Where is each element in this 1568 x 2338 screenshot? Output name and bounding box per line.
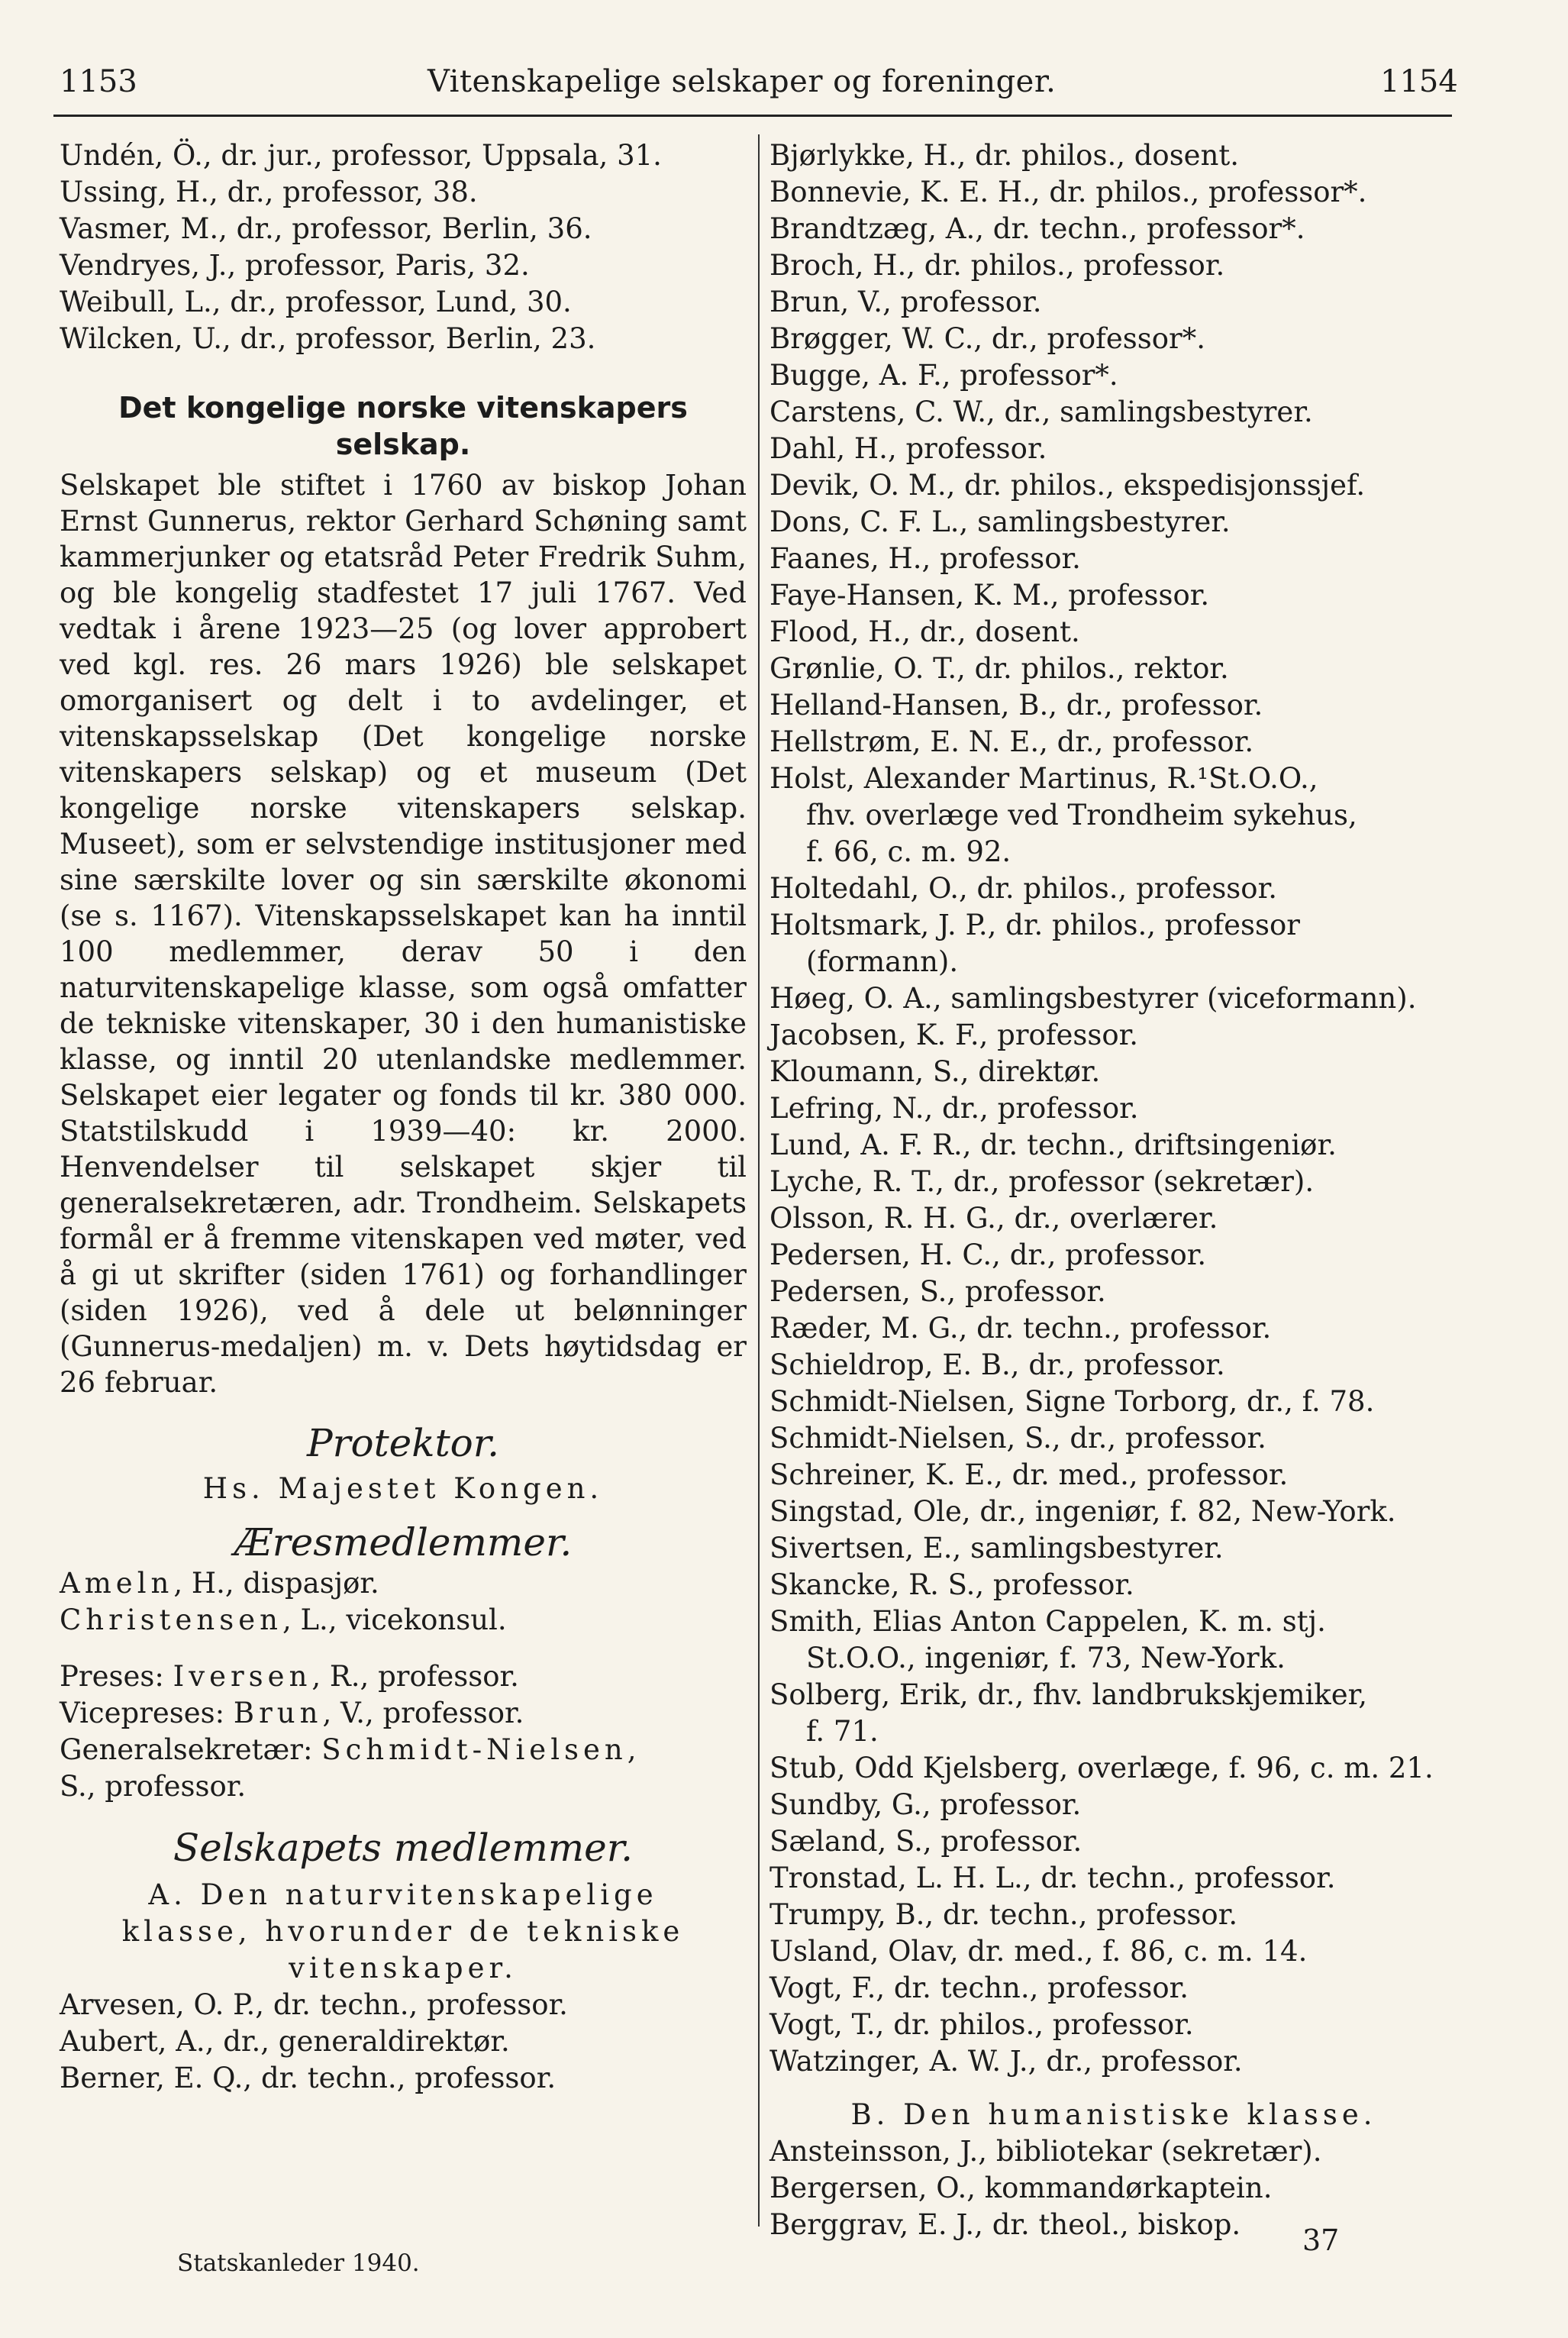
list-item: Flood, H., dr., dosent. <box>769 615 1080 648</box>
list-item: Vasmer, M., dr., professor, Berlin, 36. <box>60 212 592 245</box>
list-item: Pedersen, S., professor. <box>769 1275 1106 1308</box>
list-item: Vogt, F., dr. techn., professor. <box>769 1971 1189 2004</box>
list-item-continuation: (formann). <box>806 945 959 978</box>
column-divider <box>758 134 760 2227</box>
list-item: Dons, C. F. L., samlingsbestyrer. <box>769 505 1231 538</box>
list-item: Berggrav, E. J., dr. theol., biskop. <box>769 2208 1241 2241</box>
list-item: Vendryes, J., professor, Paris, 32. <box>60 249 530 282</box>
class-a-members-list <box>769 137 1458 2080</box>
list-item <box>60 1565 747 1602</box>
list-item: Olsson, R. H. G., dr., overlærer. <box>769 1202 1218 1235</box>
list-item: Stub, Odd Kjelsberg, overlæge, f. 96, c. m. 21. <box>769 1752 1434 1784</box>
officer-role: Preses: <box>60 1660 173 1693</box>
list-item: Usland, Olav, dr. med., f. 86, c. m. 14. <box>769 1935 1308 1968</box>
officer-details: , R., professor. <box>311 1660 519 1693</box>
list-item: Broch, H., dr. philos., professor. <box>769 249 1225 282</box>
society-heading: Det kongelige norske vitenskapers selskap. <box>118 391 688 461</box>
list-item: Singstad, Ole, dr., ingeniør, f. 82, New-York. <box>769 1495 1396 1528</box>
list-item: Brøgger, W. C., dr., professor*. <box>769 322 1205 355</box>
protektor-name: Hs. Majestet Kongen. <box>202 1472 604 1505</box>
class-a-heading-line: A. Den naturvitenskapelige <box>148 1878 658 1911</box>
officer-vicepreses <box>60 1695 747 1732</box>
list-item <box>60 1602 747 1639</box>
list-item: Carstens, C. W., dr., samlingsbestyrer. <box>769 396 1313 428</box>
list-item: Devik, O. M., dr. philos., ekspedisjonssjef. <box>769 469 1366 502</box>
list-item: Faye-Hansen, K. M., professor. <box>769 579 1210 612</box>
member-surname: Ameln <box>60 1567 174 1600</box>
list-item: Dahl, H., professor. <box>769 432 1047 465</box>
officer-details: , <box>627 1733 637 1766</box>
list-item: Jacobsen, K. F., professor. <box>769 1019 1139 1051</box>
protektor-title: Protektor. <box>306 1421 500 1465</box>
list-item-continuation: St.O.O., ingeniør, f. 73, New-York. <box>806 1642 1286 1674</box>
footer-source: Statskanleder 1940. <box>177 2249 420 2277</box>
class-a-heading-line: klasse, hvorunder de tekniske <box>121 1915 685 1948</box>
class-a-heading-line: vitenskaper. <box>289 1952 518 1984</box>
foreign-members-list <box>60 137 747 357</box>
officer-role: Generalsekretær: <box>60 1733 322 1766</box>
members-title: Selskapets medlemmer. <box>173 1826 634 1870</box>
page-number-right: 1154 <box>1380 64 1458 99</box>
member-details: , H., dispasjør. <box>173 1567 379 1600</box>
officer-role: Vicepreses: <box>60 1697 234 1729</box>
officer-surname: Iversen <box>173 1660 312 1693</box>
list-item: Wilcken, U., dr., professor, Berlin, 23. <box>60 322 596 355</box>
list-item: Brun, V., professor. <box>769 286 1042 318</box>
society-description: Selskapet ble stiftet i 1760 av biskop Johan Ernst Gunnerus, rektor Gerhard Schøning samt kammerjunker og etatsråd Peter Fredrik Suhm, og ble kongelig stadfestet 17 juli 1767. Ved vedtak i årene 1923—25 (og lover approbert ved kgl. res. 26 mars 1926) ble selskapet omorganisert og delt i to avdelinger, et vitenskapsselskap (Det kongelige norske vitenskapers selskap) og et museum (Det kongelige norske vitenskapers selskap. Museet), som er selvstendige institusjoner med sine særskilte lover og sin særskilte økonomi (se s. 1167). Vitenskapsselskapet kan ha inntil 100 medlemmer, derav 50 i den naturvitenskapelige klasse, som også omfatter de tekniske vitenskaper, 30 i den humanistiske klasse, og inntil 20 utenlandske medlemmer. Selskapet eier legater og fonds til kr. 380 000. Statstilskudd i 1939—40: kr. 2000. Henvendelser til selskapet skjer til generalsekretæren, adr. Trondheim. Selskapets formål er å fremme vitenskapen ved møter, ved å gi ut skrifter (siden 1761) og forhandlinger (siden 1926), ved å dele ut belønninger (Gunnerus-medaljen) m. v. Dets høytidsdag er 26 februar. <box>60 469 747 1399</box>
list-item: Berner, E. Q., dr. techn., professor. <box>60 2062 557 2094</box>
list-item: Sivertsen, E., samlingsbestyrer. <box>769 1532 1224 1565</box>
list-item: Undén, Ö., dr. jur., professor, Uppsala, 31. <box>60 139 662 172</box>
officer-surname: Brun <box>233 1697 323 1729</box>
list-item: Bergersen, O., kommandørkaptein. <box>769 2172 1273 2204</box>
officer-surname: Schmidt-Nielsen <box>321 1733 628 1766</box>
list-item: Vogt, T., dr. philos., professor. <box>769 2008 1194 2041</box>
list-item: Schmidt-Nielsen, S., dr., professor. <box>769 1422 1266 1455</box>
list-item-continuation: f. 66, c. m. 92. <box>806 835 1011 868</box>
list-item: Lefring, N., dr., professor. <box>769 1092 1139 1125</box>
list-item: Lund, A. F. R., dr. techn., driftsingeniør. <box>769 1129 1337 1161</box>
class-b-heading: B. Den humanistiske klasse. <box>850 2098 1377 2131</box>
honorary-members-title: Æresmedlemmer. <box>234 1520 573 1565</box>
list-item: Ræder, M. G., dr. techn., professor. <box>769 1312 1272 1345</box>
list-item: Holst, Alexander Martinus, R.¹St.O.O., <box>769 762 1318 795</box>
list-item: Bugge, A. F., professor*. <box>769 359 1118 392</box>
officer-details: , V., professor. <box>322 1697 524 1729</box>
list-item: Holtsmark, J. P., dr. philos., professor <box>769 909 1300 941</box>
list-item: Schreiner, K. E., dr. med., professor. <box>769 1458 1289 1491</box>
left-column <box>60 137 747 2097</box>
list-item: Schieldrop, E. B., dr., professor. <box>769 1348 1225 1381</box>
list-item: Hellstrøm, E. N. E., dr., professor. <box>769 725 1254 758</box>
list-item: Kloumann, S., direktør. <box>769 1055 1101 1088</box>
list-item: Smith, Elias Anton Cappelen, K. m. stj. <box>769 1605 1326 1638</box>
list-item: Ussing, H., dr., professor, 38. <box>60 176 478 208</box>
list-item: Brandtzæg, A., dr. techn., professor*. <box>769 212 1305 245</box>
list-item: Lyche, R. T., dr., professor (sekretær). <box>769 1165 1315 1198</box>
list-item: Trumpy, B., dr. techn., professor. <box>769 1898 1238 1931</box>
list-item: Aubert, A., dr., generaldirektør. <box>60 2025 510 2058</box>
list-item: Sæland, S., professor. <box>769 1825 1082 1858</box>
page-header <box>0 0 1568 122</box>
list-item: Pedersen, H. C., dr., professor. <box>769 1238 1207 1271</box>
list-item: Sundby, G., professor. <box>769 1788 1082 1821</box>
officer-preses <box>60 1658 747 1695</box>
list-item-continuation: fhv. overlæge ved Trondheim sykehus, <box>806 799 1357 832</box>
class-b-members-list <box>769 2133 1458 2243</box>
list-item: Skancke, R. S., professor. <box>769 1568 1134 1601</box>
officer-continuation: S., professor. <box>60 1770 247 1803</box>
list-item: Solberg, Erik, dr., fhv. landbrukskjemiker, <box>769 1678 1367 1711</box>
list-item: Tronstad, L. H. L., dr. techn., professor. <box>769 1862 1336 1894</box>
running-title: Vitenskapelige selskaper og foreninger. <box>427 64 1057 99</box>
list-item: Ansteinsson, J., bibliotekar (sekretær). <box>769 2135 1322 2168</box>
list-item: Helland-Hansen, B., dr., professor. <box>769 689 1263 722</box>
list-item: Bonnevie, K. E. H., dr. philos., professor*. <box>769 176 1367 208</box>
header-rule <box>53 115 1452 117</box>
member-surname: Christensen <box>60 1603 282 1636</box>
list-item: Holtedahl, O., dr. philos., professor. <box>769 872 1277 905</box>
list-item: Arvesen, O. P., dr. techn., professor. <box>60 1988 568 2021</box>
list-item: Schmidt-Nielsen, Signe Torborg, dr., f. 78. <box>769 1385 1375 1418</box>
list-item: Weibull, L., dr., professor, Lund, 30. <box>60 286 572 318</box>
officer-generalsekretaer <box>60 1732 747 1768</box>
right-column <box>769 137 1458 2243</box>
list-item-continuation: f. 71. <box>806 1715 879 1748</box>
list-item: Høeg, O. A., samlingsbestyrer (viceformann). <box>769 982 1417 1015</box>
list-item: Grønlie, O. T., dr. philos., rektor. <box>769 652 1229 685</box>
list-item: Bjørlykke, H., dr. philos., dosent. <box>769 139 1240 172</box>
list-item: Watzinger, A. W. J., dr., professor. <box>769 2045 1243 2078</box>
member-details: , L., vicekonsul. <box>282 1603 507 1636</box>
page-number-left: 1153 <box>60 64 137 99</box>
list-item: Faanes, H., professor. <box>769 542 1081 575</box>
footer-signature-number: 37 <box>1302 2223 1340 2257</box>
